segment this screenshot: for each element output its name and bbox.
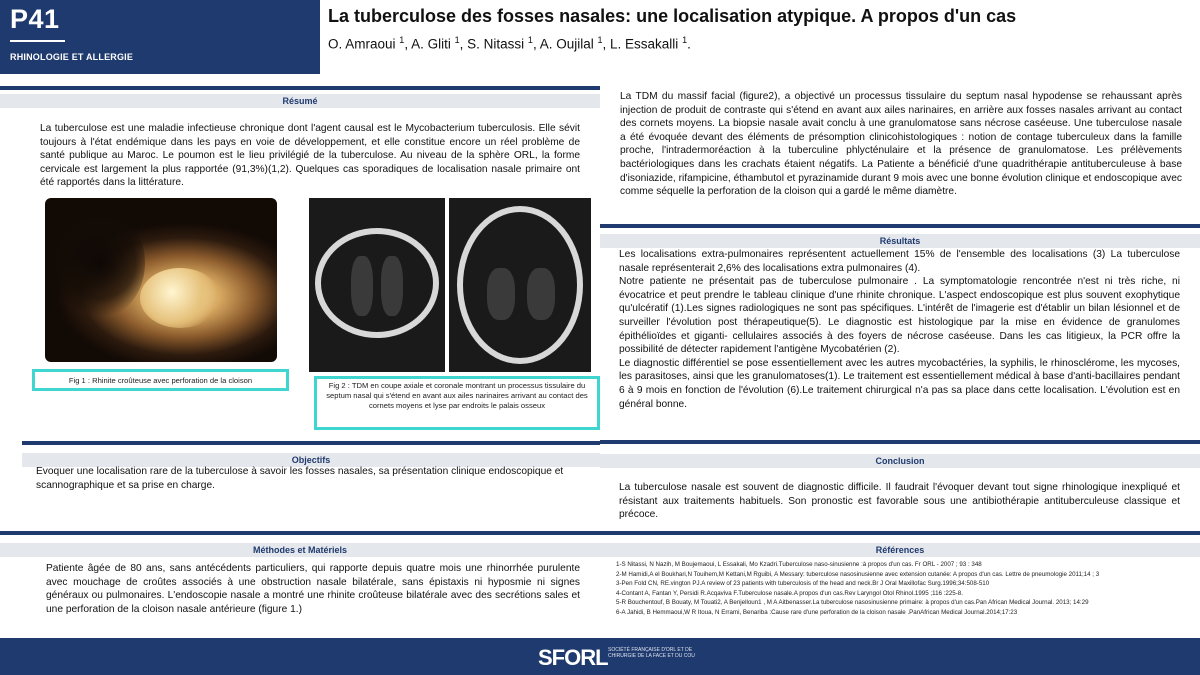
author: A. Oujilal xyxy=(539,36,594,52)
poster-number: P41 xyxy=(10,4,60,34)
sforl-subtitle: SOCIÉTÉ FRANÇAISE D'ORL ET DE CHIRURGIE DE LA FACE ET DU COU xyxy=(608,647,695,659)
conclusion-heading: Conclusion xyxy=(600,454,1200,468)
author: L. Essakalli xyxy=(610,36,679,52)
conclusion-text: La tuberculose nasale est souvent de diagnostic difficile. Il faudrait l'évoquer devant tout signe rhinologique inexpliqué et résistant aux traitements habituels. Son pronostic est favorable sous une antibiothérapie antituberculeuse classique et précoce. xyxy=(619,482,1180,521)
section-divider xyxy=(600,224,1200,228)
resume-heading: Résumé xyxy=(0,94,600,108)
fig2-caption: Fig 2 : TDM en coupe axiale et coronale montrant un processus tissulaire du septum nasal qui s'étend en avant aux ailes narinaires arrivant au contact des cornets moyens et lyse par endroits le palais osseux xyxy=(314,376,600,430)
section-divider xyxy=(22,441,600,445)
endoscopy-image xyxy=(45,198,277,362)
sforl-logo: SFORL xyxy=(538,645,608,670)
poster-category: RHINOLOGIE ET ALLERGIE xyxy=(10,52,134,62)
reference-item: 3-Pen Fold CN, RE.vington PJ.A review of 23 patients with tuberculosis of the head and neck.Br J Oral Maxillofac Surg.1996;34:508-510 xyxy=(616,580,990,588)
ct-coronal-image xyxy=(449,198,591,372)
author: O. Amraoui xyxy=(328,36,396,52)
author: A. Gliti xyxy=(411,36,451,52)
methodes-text: Patiente âgée de 80 ans, sans antécédents particuliers, qui rapporte depuis quatre mois une rhinorrhée purulente avec mouchage de croûtes associés à une obstruction nasale bilatérale, sans épistaxis ni hyposmie ni signes généraux ou pulmonaires. L'endoscopie nasale a montré une rhinite croûteuse bilatérale avec des secrétions sales et une perforation de la cloison nasale antérieure (figure 1.) xyxy=(46,563,580,615)
section-divider xyxy=(600,531,1200,535)
reference-item: 4-Contant A, Fantan Y, Persidi R.Acqaviva F.Tuberculose nasale.A propos d'un cas.Rev Laryngol Otol Rhinol.1995 ;116 :225-8. xyxy=(616,589,963,597)
author: S. Nitassi xyxy=(467,36,525,52)
section-divider xyxy=(0,531,600,535)
ct-axial-image xyxy=(309,198,445,372)
reference-item: 5-R Bouchentouf, B Bouaty, M Touati2, A Benjelloun1 , M A Aitbenasser.La tuberculose nasosinusienne primaire: à propos d'un cas.Pan African Medical Journal. 2013; 14:29 xyxy=(616,599,1089,607)
objectifs-heading: Objectifs xyxy=(22,453,600,467)
poster-title: La tuberculose des fosses nasales: une localisation atypique. A propos d'un cas xyxy=(328,6,1017,26)
resultats-paragraph: Les localisations extra-pulmonaires représentent actuellement 15% de l'ensemble des localisations (3) La tuberculose nasale représenterait 2,6% des localisations extra pulmonaires (4). xyxy=(619,249,1180,274)
resume-text: La tuberculose est une maladie infectieuse chronique dont l'agent causal est le Mycobacterium tuberculosis. Elle sévit toujours à l'état endémique dans les pays en voie de développement, et elle constitue encore un réel problème de santé publique au Maroc. Le poumon est le lieu privilégié de la tuberculose. Au niveau de la sphère ORL, la forme cervicale est largement la plus rapportée (91,3%)(1,2). Quelques cas sporadiques de localisation nasale primaire ont été rapportés dans la littérature. xyxy=(40,123,580,189)
references-list xyxy=(616,560,1196,618)
tdm-text: La TDM du massif facial (figure2), a objectivé un processus tissulaire du septum nasal hypodense se rehaussant après injection de produit de contraste qui s'étend en avant aux ailes narinaires, en arrière aux fosses nasales arrivant au contact des cornets moyens. La biopsie nasale avait conclu à une granulomatose sans nécrose caséeuse. Une tuberculose nasale a été évoquée devant des éléments de présomption clinicohistologiques : notion de contage tuberculeux dans la famille proche, l'intradermoréaction à la tuberculine phlycténulaire et la présence de granulomatose. Les prélèvements bactériologiques dans les crachats étaient négatifs. La Patiente a bénéficié d'une quadrithérapie antituberculeuse à base d'isoniazide, rifampicine, éthambutol et pyrazinamide durant 9 mois avec une bonne évolution clinique et endoscopique avec comme séquelle la perforation de la cloison qui a gardé le même diamètre. xyxy=(620,91,1182,198)
resultats-body xyxy=(619,248,1180,411)
fig1-caption: Fig 1 : Rhinite croûteuse avec perforation de la cloison xyxy=(32,369,289,391)
section-divider xyxy=(600,440,1200,444)
reference-item: 2-M Hamidi,A el Boukhari,N Touihem,M Kettani,M Rguibi, A Messary: tuberculose nasosinusienne avec extension cutanée: A propos d'un cas. Lettre de pneumologie 2011;14 ; 3 xyxy=(616,570,1100,578)
references-heading: Références xyxy=(600,543,1200,557)
resultats-paragraph: Notre patiente ne présentait pas de tuberculose pulmonaire . La symptomatologie rencontrée n'est ni très riche, ni évocatrice et peut prendre le tableau clinique d'une rhinite chronique. L'aspect endoscopique est plus souvent exophytique qu'ulcératif (1).Les signes radiologiques ne sont pas spécifiques. L'intérêt de l'imagerie est d'établir un bilan lésionnel et de surveiller l'évolution post thérapeutique(5). Le diagnostic est histologique par la mise en évidence de granulomes épithélioïdes et giganti- cellulaires associés à des foyers de nécrose caséeuse. Dans les cas litigieux, la PCR offre la possibilité de détecter rapidement l'antigène Mycobatérien (2). xyxy=(619,276,1180,356)
objectifs-text: Evoquer une localisation rare de la tuberculose à savoir les fosses nasales, sa présentation clinique endoscopique et scannographique et sa prise en charge. xyxy=(36,466,564,491)
resultats-heading: Résultats xyxy=(600,234,1200,248)
poster-badge xyxy=(0,0,320,74)
resultats-paragraph: Le diagnostic différentiel se pose essentiellement avec les autres mycobactéries, la syphilis, le rhinosclérome, les mycoses, les parasitoses, ainsi que les granulomatoses(1). Le traitement est essentiellement médical à base d'anti-bacillaires pendant 6 à 9 mois en fonction de l'évolution (6).Le traitement chirurgical n'a pas sa place dans cette localisation. L'évolution est en général bonne. xyxy=(619,357,1180,410)
section-divider xyxy=(0,86,600,90)
badge-underline xyxy=(10,40,65,42)
author-list: O. Amraoui $^1$, A. Gliti $^1$, S. Nitassi $^1$, A. Oujilal $^1$, L. Essakalli $^1$. xyxy=(328,35,691,52)
reference-item: 1-S Nitassi, N Nazih, M Boujemaoui, L Essakali, Mo Kzadri.Tuberculose naso-sinusienne :à propos d'un cas. Fr ORL - 2007 ; 93 : 348 xyxy=(616,561,982,568)
methodes-heading: Méthodes et Matériels xyxy=(0,543,600,557)
reference-item: 6-A Jahidi, B Hemmaoui,W R Itoua, N Errami, Benariba :Cause rare d'une perforation de la cloison nasale .PanAfrican Medical Journal.2014;17:23 xyxy=(616,608,1018,616)
